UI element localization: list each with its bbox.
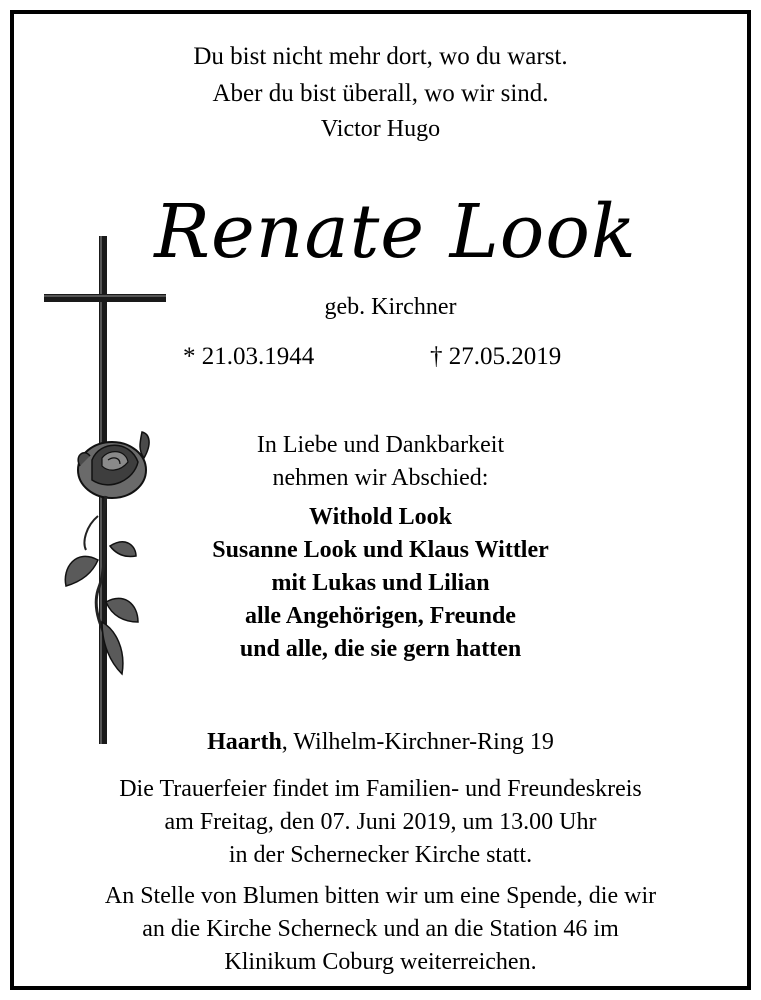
quote-line-1: Du bist nicht mehr dort, wo du warst. xyxy=(193,43,568,70)
farewell-text xyxy=(0,429,761,495)
address-street: , Wilhelm-Kirchner-Ring 19 xyxy=(281,729,554,755)
farewell-line-1: In Liebe und Dankbarkeit xyxy=(256,432,505,458)
mourner-line: mit Lukas und Lilian xyxy=(271,570,490,596)
ceremony-line: am Freitag, den 07. Juni 2019, um 13.00 Uhr xyxy=(164,809,597,835)
mourner-line: Withold Look xyxy=(309,504,452,530)
quote-line-2: Aber du bist überall, wo wir sind. xyxy=(212,80,549,107)
deceased-name: Renate Look xyxy=(154,189,637,275)
mourner-line: alle Angehörigen, Freunde xyxy=(245,603,516,629)
mourner-line: Susanne Look und Klaus Wittler xyxy=(212,537,549,563)
address xyxy=(0,726,761,759)
donation-line: An Stelle von Blumen bitten wir um eine Spende, die wir xyxy=(104,883,657,909)
ceremony-info xyxy=(0,773,761,872)
mourners-list xyxy=(0,501,761,666)
donation-info xyxy=(0,880,761,979)
donation-line: an die Kirche Scherneck und an die Station 46 im xyxy=(142,916,619,942)
ceremony-line: in der Schernecker Kirche statt. xyxy=(228,842,533,868)
farewell-line-2: nehmen wir Abschied: xyxy=(272,465,489,491)
quote xyxy=(0,38,761,112)
mourner-line: und alle, die sie gern hatten xyxy=(239,636,522,662)
death-date: † 27.05.2019 xyxy=(430,343,562,370)
birth-date: * 21.03.1944 xyxy=(183,343,315,370)
quote-author: Victor Hugo xyxy=(320,116,441,142)
donation-line: Klinikum Coburg weiterreichen. xyxy=(224,949,537,975)
maiden-name: geb. Kirchner xyxy=(324,294,457,320)
address-place: Haarth xyxy=(207,729,282,755)
ceremony-line: Die Trauerfeier findet im Familien- und Freundeskreis xyxy=(119,776,642,802)
